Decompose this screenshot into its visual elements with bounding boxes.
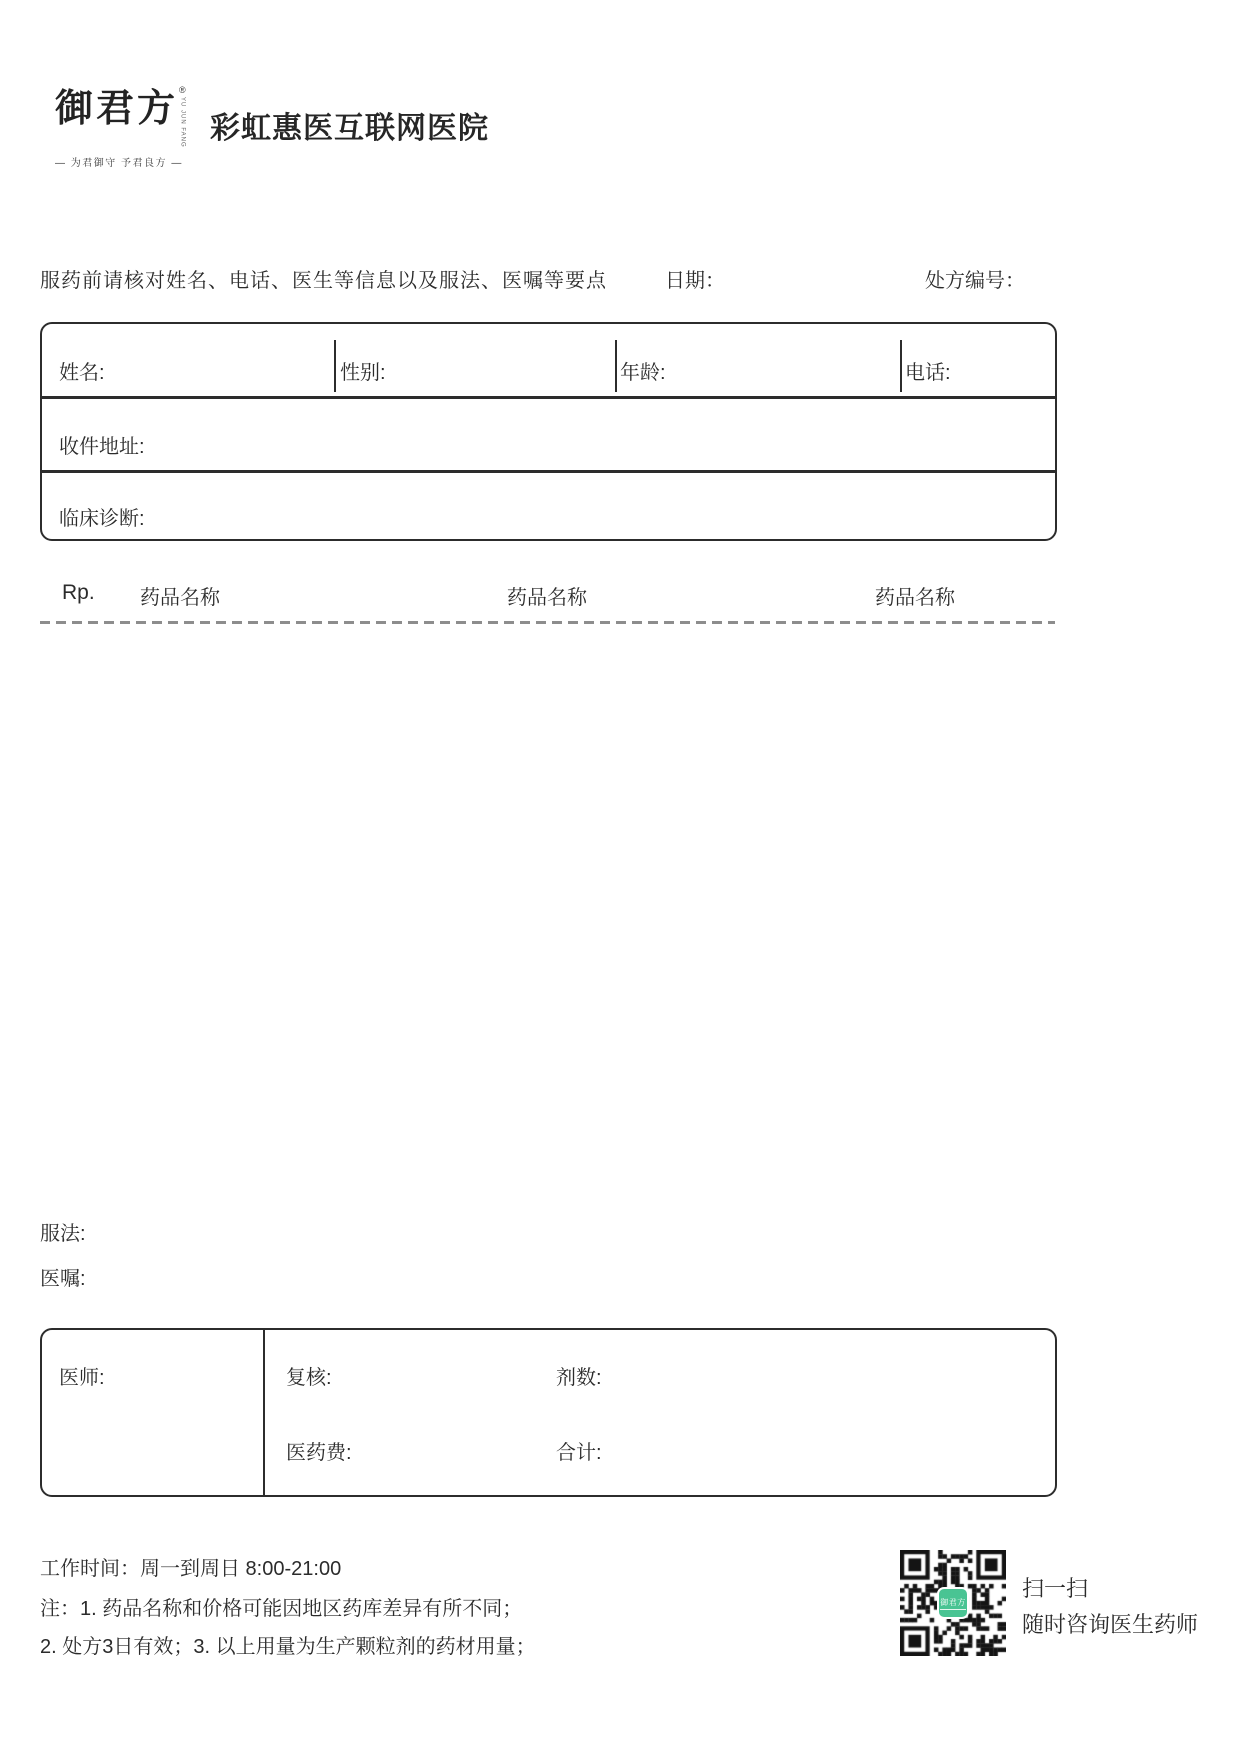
qr-center-logo [937, 1587, 969, 1619]
drug-name-column-header: 药品名称 [875, 587, 955, 609]
gender-label: 性别: [340, 362, 386, 384]
brand-logo-side [179, 86, 186, 148]
brand-logo-pinyin: YU JUN FANG [179, 97, 186, 148]
field-divider [334, 340, 336, 392]
verification-notice: 服药前请核对姓名、电话、医生等信息以及服法、医嘱等要点 [40, 270, 607, 292]
brand-logo-text: 御君方 [55, 85, 179, 130]
drug-name-column-header: 药品名称 [507, 587, 587, 609]
qr-center-label: 御君方 [940, 1597, 966, 1610]
drug-name-column-header: 药品名称 [140, 587, 220, 609]
qr-scan-title: 扫一扫 [1022, 1576, 1089, 1601]
medicine-fee-label: 医药费: [286, 1442, 352, 1464]
doctor-label: 医师: [59, 1367, 105, 1389]
brand-tagline: — 为君御守 予君良方 — [55, 157, 183, 169]
dashed-divider [40, 621, 1055, 624]
footer-note-line1: 注：1. 药品名称和价格可能因地区药库差异有所不同； [40, 1598, 523, 1620]
rx-number-label: 处方编号： [925, 270, 1025, 292]
row-divider [42, 470, 1055, 473]
phone-label: 电话: [905, 362, 951, 384]
total-label: 合计: [556, 1442, 602, 1464]
registered-trademark-icon: ® [179, 85, 186, 95]
doses-label: 剂数: [556, 1367, 602, 1389]
work-hours: 工作时间：周一到周日 8:00-21:00 [40, 1558, 342, 1580]
row-divider [42, 396, 1055, 399]
qr-scan-subtitle: 随时咨询医生药师 [1022, 1612, 1199, 1637]
review-label: 复核: [286, 1367, 332, 1389]
address-label: 收件地址: [59, 436, 145, 458]
rp-label: Rp. [62, 581, 95, 604]
brand-logo [55, 86, 205, 169]
doctor-advice-label: 医嘱: [40, 1268, 86, 1290]
column-divider [263, 1330, 265, 1495]
footer-note-line2: 2. 处方3日有效；3. 以上用量为生产颗粒剂的药材用量； [40, 1636, 536, 1658]
field-divider [900, 340, 902, 392]
signoff-box [40, 1328, 1057, 1497]
age-label: 年龄: [620, 362, 666, 384]
patient-info-box [40, 322, 1057, 541]
brand-logo-row [55, 86, 205, 148]
hospital-name: 彩虹惠医互联网医院 [210, 112, 489, 145]
usage-label: 服法: [40, 1223, 86, 1245]
date-label: 日期： [665, 270, 725, 292]
qr-code [900, 1550, 1006, 1656]
name-label: 姓名: [59, 362, 105, 384]
field-divider [615, 340, 617, 392]
diagnosis-label: 临床诊断: [59, 508, 145, 530]
